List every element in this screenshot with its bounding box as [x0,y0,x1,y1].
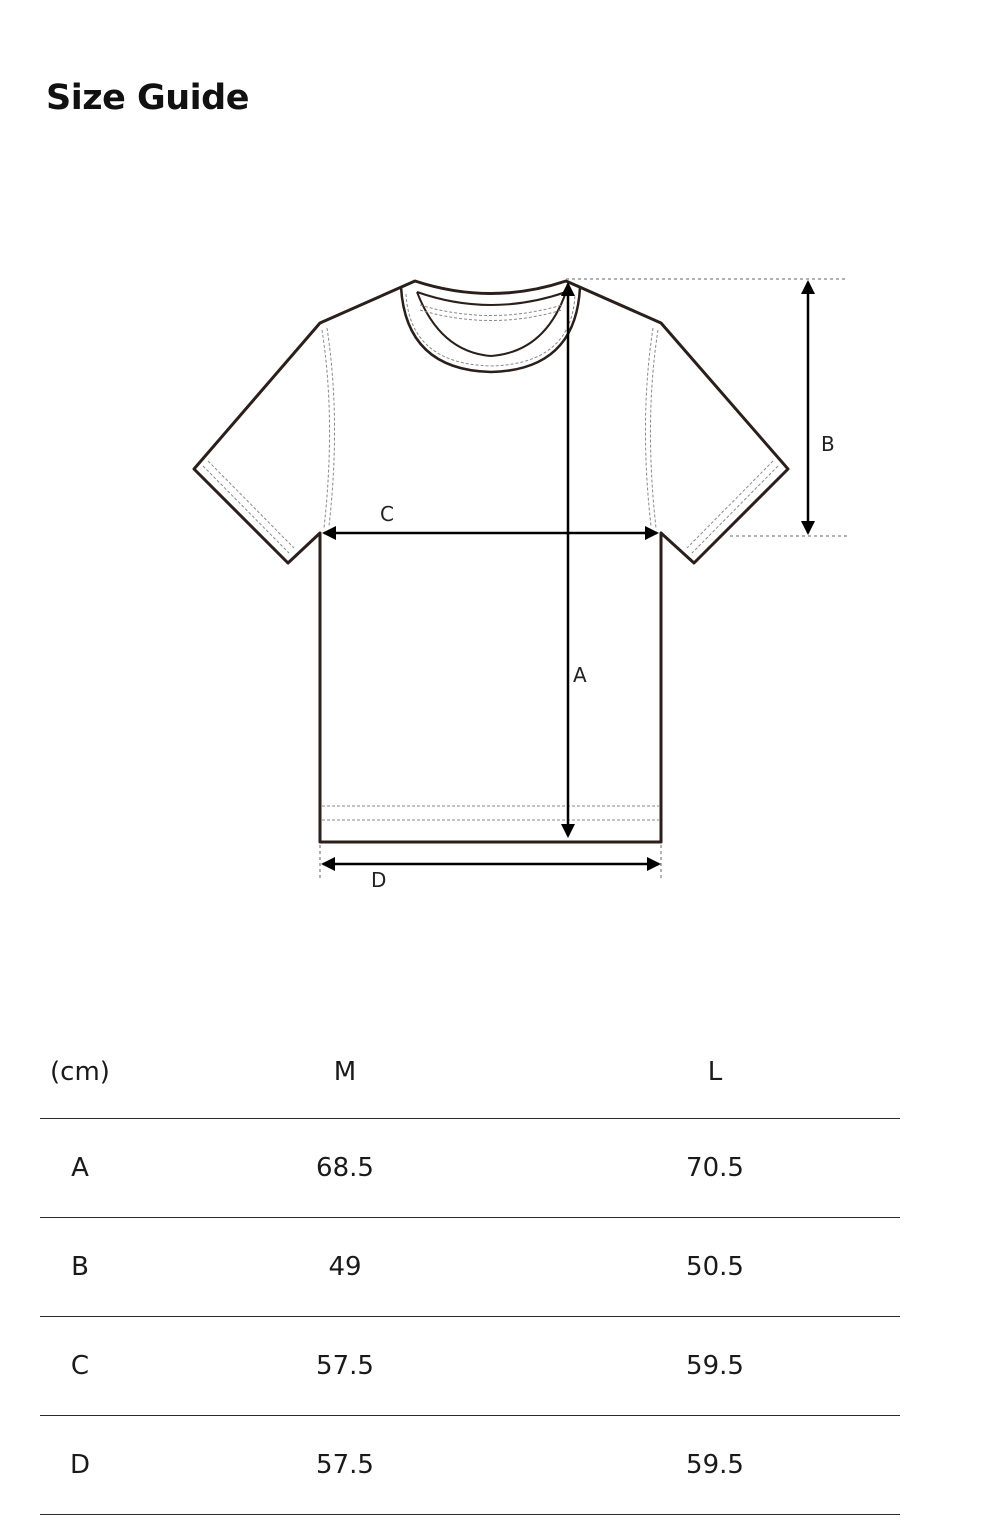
table-row [40,1317,900,1416]
value-l: 59.5 [686,1450,744,1480]
value-l: 70.5 [686,1153,744,1183]
size-table-header-row [40,1026,900,1119]
measurement-label: C [70,1351,90,1381]
size-table [40,1026,900,1515]
measurement-label: D [69,1450,91,1480]
value-m: 68.5 [316,1153,374,1183]
value-l: 50.5 [686,1252,744,1282]
page-title: Size Guide [46,78,249,118]
measurement-label: B [71,1252,89,1282]
value-m: 49 [328,1252,362,1282]
value-m: 57.5 [316,1450,374,1480]
dimension-a-label: A [573,663,587,687]
dimension-d-label: D [371,868,387,892]
tshirt-outline [194,281,788,842]
size-header-l: L [707,1057,723,1087]
dimension-b-label: B [821,432,835,456]
unit-header: (cm) [50,1057,110,1087]
table-row [40,1218,900,1317]
table-row [40,1119,900,1218]
value-m: 57.5 [316,1351,374,1381]
value-l: 59.5 [686,1351,744,1381]
dimension-c-label: C [380,502,394,526]
measurement-label: A [71,1153,89,1183]
size-header-m: M [333,1057,357,1087]
table-row [40,1416,900,1515]
